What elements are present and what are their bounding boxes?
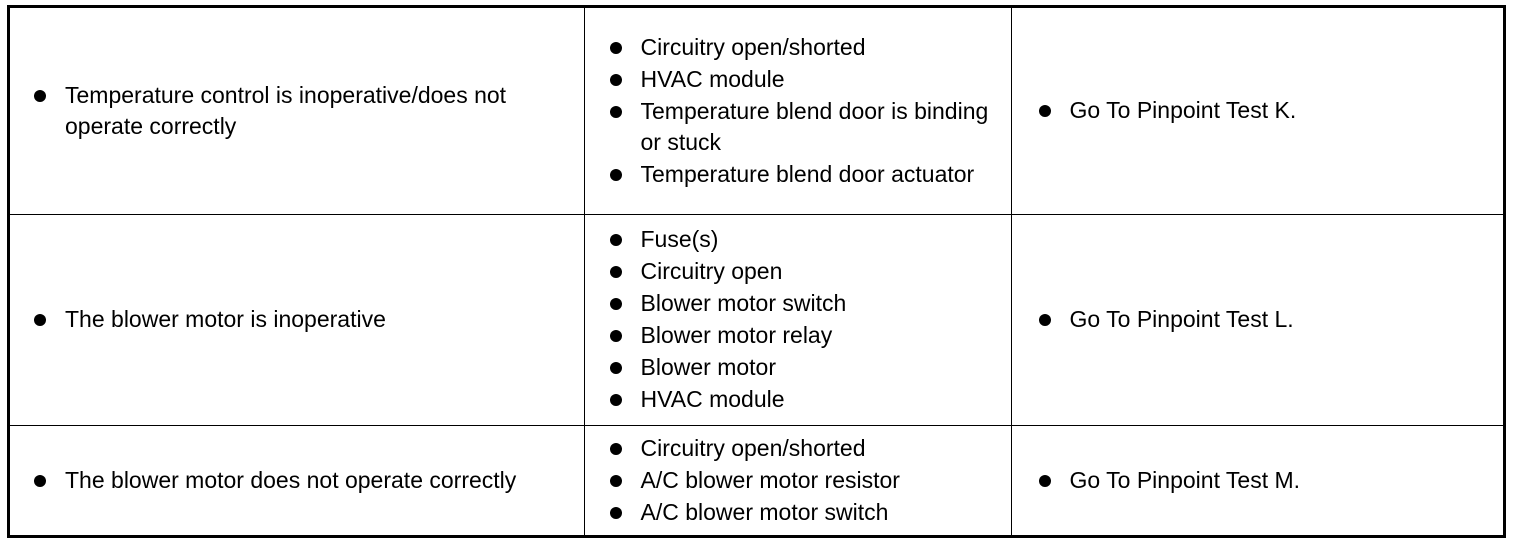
cause-item: Circuitry open (608, 256, 1001, 287)
condition-item: Temperature control is inoperative/does not operate correctly (32, 80, 572, 142)
cause-item: Blower motor (608, 352, 1001, 383)
cause-list (608, 32, 1001, 190)
cause-list (608, 224, 1001, 415)
condition-item: The blower motor is inoperative (32, 304, 572, 335)
cause-list (608, 433, 1001, 528)
possible-source-cell (584, 214, 1011, 425)
action-item: Go To Pinpoint Test L. (1037, 304, 1494, 335)
cause-item: Blower motor relay (608, 320, 1001, 351)
possible-source-cell (584, 425, 1011, 535)
cause-item: Blower motor switch (608, 288, 1001, 319)
table-row (10, 425, 1503, 535)
action-list (1037, 95, 1494, 126)
condition-list (32, 80, 572, 142)
diagnosis-table (10, 8, 1503, 535)
condition-cell (10, 425, 584, 535)
condition-cell (10, 8, 584, 214)
condition-item: The blower motor does not operate correctly (32, 465, 572, 496)
symptom-chart-table (7, 5, 1506, 538)
condition-list (32, 465, 572, 496)
table-row (10, 8, 1503, 214)
action-list (1037, 465, 1494, 496)
possible-source-cell (584, 8, 1011, 214)
cause-item: Fuse(s) (608, 224, 1001, 255)
action-item: Go To Pinpoint Test M. (1037, 465, 1494, 496)
action-cell (1011, 214, 1503, 425)
condition-cell (10, 214, 584, 425)
cause-item: Circuitry open/shorted (608, 32, 1001, 63)
cause-item: HVAC module (608, 64, 1001, 95)
condition-list (32, 304, 572, 335)
table-row (10, 214, 1503, 425)
cause-item: Circuitry open/shorted (608, 433, 1001, 464)
cause-item: Temperature blend door is binding or stuck (608, 96, 1001, 158)
cause-item: A/C blower motor resistor (608, 465, 1001, 496)
action-cell (1011, 425, 1503, 535)
cause-item: HVAC module (608, 384, 1001, 415)
action-list (1037, 304, 1494, 335)
action-item: Go To Pinpoint Test K. (1037, 95, 1494, 126)
cause-item: A/C blower motor switch (608, 497, 1001, 528)
cause-item: Temperature blend door actuator (608, 159, 1001, 190)
action-cell (1011, 8, 1503, 214)
